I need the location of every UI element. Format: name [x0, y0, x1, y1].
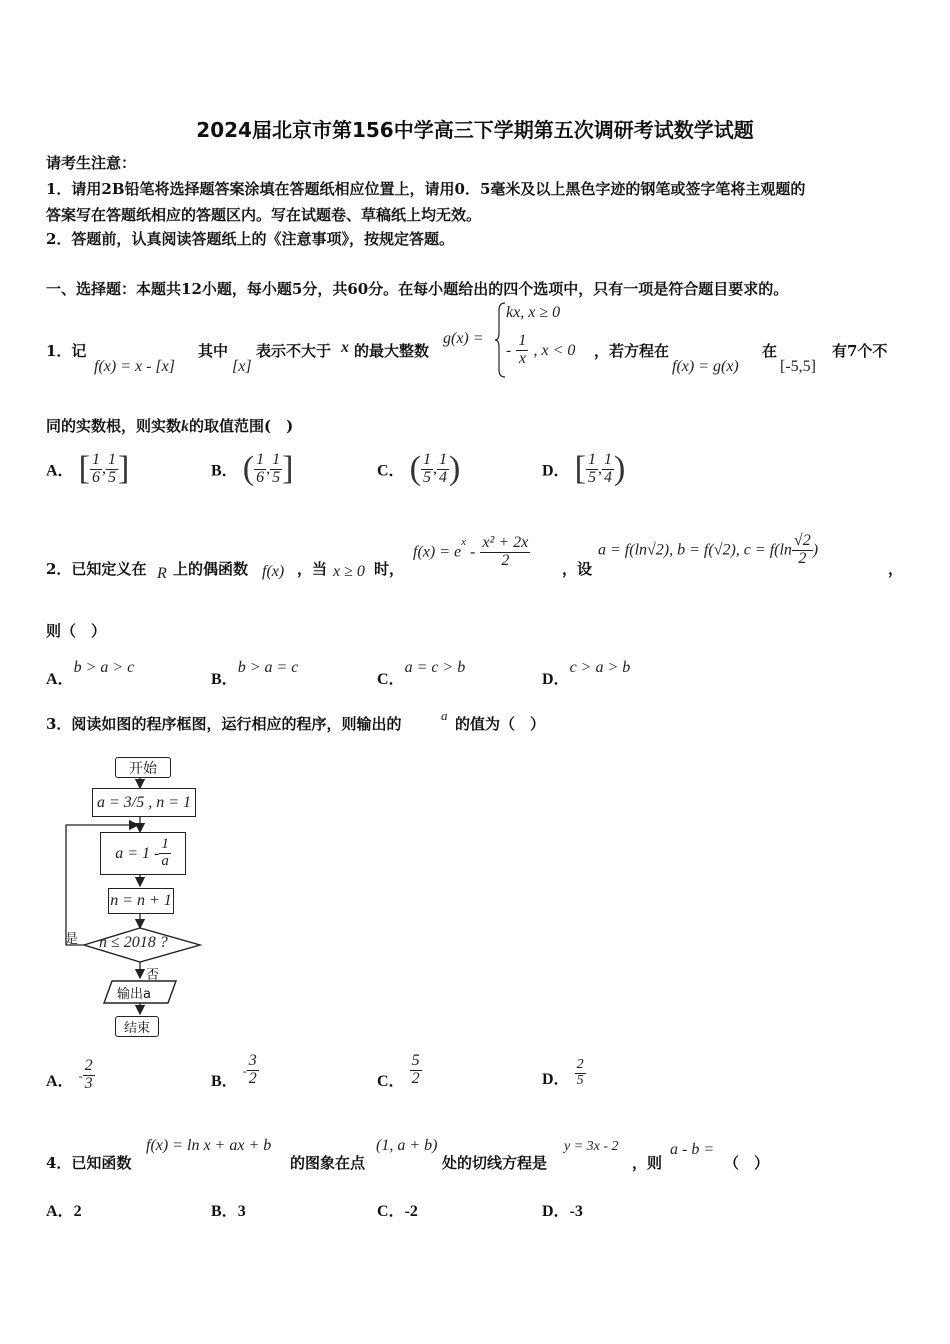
- q4-point: (1, a + b): [376, 1137, 438, 1154]
- q4-fx: f(x) = ln x + ax + b: [146, 1137, 272, 1154]
- q1-option-a[interactable]: A． [ $\frac{1}{6}$ , $\frac{1}{5}$ ]: [46, 450, 130, 487]
- flow-condition: n ≤ 2018 ?: [99, 934, 168, 951]
- notice-heading: 请考生注意：: [46, 154, 137, 172]
- q1-option-c[interactable]: C． ( $\frac{1}{5}$ , $\frac{1}{4}$ ): [377, 450, 461, 487]
- q1-number: 1．记: [46, 342, 87, 360]
- flow-step-a: a = 1 - $\frac{1}{a}$: [100, 832, 186, 875]
- q1-x-var: x: [341, 339, 349, 356]
- q3-option-d[interactable]: D． $\frac{2}{5}$: [542, 1057, 584, 1088]
- q1-gx-label: g(x) =: [443, 330, 484, 347]
- flow-start: 开始: [115, 757, 171, 778]
- q3-a-var: a: [441, 708, 448, 723]
- q2-ze: 则（ ）: [46, 622, 107, 640]
- flow-yes-label: 是: [65, 932, 79, 947]
- q2-option-d[interactable]: D．c > a > b: [542, 659, 631, 688]
- q1-qizhong: 其中: [198, 342, 229, 360]
- notice-line-1b: 答案写在答题纸相应的答题区内。写在试题卷、草稿纸上均无效。: [46, 206, 482, 224]
- q1-ruo: ，若方程在: [594, 342, 670, 360]
- q4-tangent-line: y = 3x - 2: [564, 1139, 619, 1154]
- q1-brace-icon: [494, 302, 506, 378]
- q1-desc1: 表示不大于: [256, 342, 332, 360]
- q2-abc-def: a = f(ln√2), b = f(√2), c = f(ln $\frac{√2}{2}$ ): [598, 532, 819, 567]
- flow-output: 输出a: [117, 987, 151, 1002]
- q2-cond: x ≥ 0: [333, 563, 365, 580]
- q4-expr: a - b =: [670, 1141, 715, 1158]
- q2-number: 2．已知定义在: [46, 560, 147, 578]
- q2-t1: 上的偶函数: [173, 560, 249, 578]
- flow-end: 结束: [115, 1016, 159, 1037]
- q1-continue: 同的实数根，则实数k的取值范围( ): [46, 417, 294, 435]
- q4-option-a[interactable]: A．2: [46, 1203, 82, 1220]
- q1-fx-def: f(x) = x - [x]: [94, 358, 175, 375]
- q4-t2: 处的切线方程是: [442, 1154, 548, 1172]
- q1-equation: f(x) = g(x): [672, 358, 739, 375]
- q2-t5: ，: [888, 560, 904, 578]
- q3-option-c[interactable]: C． $\frac{5}{2}$: [377, 1052, 420, 1090]
- q2-R: R: [157, 565, 167, 582]
- q2-t2: ，当: [297, 560, 328, 578]
- q1-case-2: - $\frac{1}{x}$ , x < 0: [506, 332, 576, 367]
- q4-option-d[interactable]: D．-3: [542, 1203, 583, 1220]
- q4-option-b[interactable]: B．3: [211, 1203, 246, 1220]
- notice-line-2: 2．答题前，认真阅读答题纸上的《注意事项》，按规定答题。: [46, 230, 454, 248]
- q2-fx: f(x): [262, 563, 285, 580]
- q3-text-2: 的值为（ ）: [455, 715, 546, 733]
- q1-case-1: kx, x ≥ 0: [506, 304, 561, 321]
- notice-line-1a: 1．请用2B铅笔将选择题答案涂填在答题纸相应位置上，请用0．5毫米及以上黑色字迹的钢笔或签字笔将主观题的: [46, 180, 806, 198]
- q4-number: 4．已知函数: [46, 1154, 132, 1172]
- q2-t3: 时，: [374, 560, 405, 578]
- q2-option-c[interactable]: C．a = c > b: [377, 659, 466, 688]
- flow-step-n: n = n + 1: [108, 888, 174, 914]
- q3-option-b[interactable]: B． - $\frac{3}{2}$: [211, 1052, 257, 1090]
- q1-interval: [-5,5]: [780, 358, 816, 375]
- q1-bracket-x: [x]: [232, 358, 252, 375]
- flow-init: a = 3/5 , n = 1: [92, 788, 196, 817]
- q1-you: 有7个不: [832, 342, 888, 360]
- q3-option-a[interactable]: A． - $\frac{2}{3}$: [46, 1057, 93, 1092]
- q1-case-2-frac: $\frac{1}{x}$: [518, 332, 527, 367]
- q3-text-1: 3．阅读如图的程序框图，运行相应的程序，则输出的: [46, 715, 402, 733]
- page-title: 2024届北京市第156中学高三下学期第五次调研考试数学试题: [196, 118, 754, 142]
- q2-option-b[interactable]: B．b > a = c: [211, 659, 299, 688]
- q1-option-d[interactable]: D． [ $\frac{1}{5}$ , $\frac{1}{4}$ ): [542, 450, 626, 487]
- q4-t3: ，则: [632, 1154, 663, 1172]
- q4-t1: 的图象在点: [290, 1154, 366, 1172]
- q1-option-b[interactable]: B． ( $\frac{1}{6}$ , $\frac{1}{5}$ ]: [211, 450, 294, 487]
- q1-desc2: 的最大整数: [354, 342, 430, 360]
- q2-function-def: $f(x) = e^x$ - $\frac{\text{x² + 2x}}{2}$: [413, 534, 529, 569]
- flow-no-label: 否: [146, 968, 160, 983]
- section-heading: 一、选择题：本题共12小题，每小题5分，共60分。在每小题给出的四个选项中，只有一项是符合题目要求的。: [46, 280, 789, 298]
- q2-t4: ，设: [562, 560, 593, 578]
- q2-option-a[interactable]: A．b > a > c: [46, 659, 135, 688]
- q1-zai: 在: [762, 342, 778, 360]
- q4-option-c[interactable]: C．-2: [377, 1203, 418, 1220]
- q4-t4: （ ）: [724, 1154, 770, 1172]
